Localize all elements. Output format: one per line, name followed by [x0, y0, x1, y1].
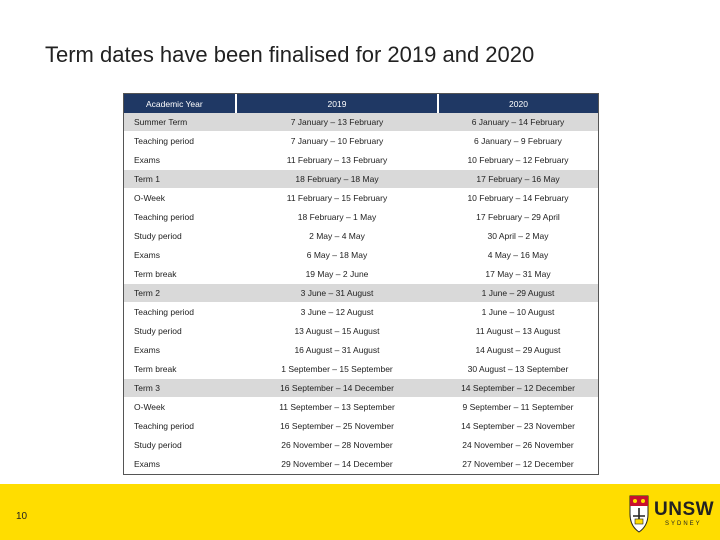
row-2020-dates: 14 September – 12 December: [438, 379, 598, 398]
row-label: Study period: [124, 436, 236, 455]
row-2020-dates: 17 February – 29 April: [438, 208, 598, 227]
row-label: Summer Term: [124, 113, 236, 132]
header-academic-year: Academic Year: [124, 94, 236, 113]
table-row: [124, 341, 598, 360]
row-2019-dates: 6 May – 18 May: [236, 246, 438, 265]
row-label: Study period: [124, 322, 236, 341]
row-label: Term break: [124, 360, 236, 379]
row-2019-dates: 1 September – 15 September: [236, 360, 438, 379]
row-2019-dates: 19 May – 2 June: [236, 265, 438, 284]
row-2020-dates: 24 November – 26 November: [438, 436, 598, 455]
row-2020-dates: 10 February – 12 February: [438, 151, 598, 170]
row-label: Study period: [124, 227, 236, 246]
table-row: [124, 227, 598, 246]
row-2019-dates: 3 June – 31 August: [236, 284, 438, 303]
row-label: Term 1: [124, 170, 236, 189]
row-2020-dates: 30 August – 13 September: [438, 360, 598, 379]
table-row: [124, 151, 598, 170]
footer-bar: [0, 484, 720, 540]
row-2020-dates: 9 September – 11 September: [438, 398, 598, 417]
row-label: Term 2: [124, 284, 236, 303]
table-row: [124, 436, 598, 455]
table-row: [124, 379, 598, 398]
row-2020-dates: 27 November – 12 December: [438, 455, 598, 474]
table-row: [124, 455, 598, 474]
table-row: [124, 208, 598, 227]
row-2019-dates: 11 September – 13 September: [236, 398, 438, 417]
row-label: Teaching period: [124, 208, 236, 227]
table-row: [124, 398, 598, 417]
page-number: 10: [16, 511, 28, 522]
row-2020-dates: 17 February – 16 May: [438, 170, 598, 189]
row-label: Teaching period: [124, 417, 236, 436]
row-label: Teaching period: [124, 132, 236, 151]
table-row: [124, 284, 598, 303]
row-2019-dates: 29 November – 14 December: [236, 455, 438, 474]
unsw-logo-subtext: SYDNEY: [665, 521, 702, 527]
table-row: [124, 360, 598, 379]
row-2019-dates: 16 September – 25 November: [236, 417, 438, 436]
row-2020-dates: 11 August – 13 August: [438, 322, 598, 341]
table-row: [124, 246, 598, 265]
row-2019-dates: 11 February – 13 February: [236, 151, 438, 170]
row-2020-dates: 1 June – 29 August: [438, 284, 598, 303]
row-label: Exams: [124, 455, 236, 474]
row-2019-dates: 7 January – 13 February: [236, 113, 438, 132]
row-2020-dates: 30 April – 2 May: [438, 227, 598, 246]
row-label: Exams: [124, 341, 236, 360]
row-2020-dates: 1 June – 10 August: [438, 303, 598, 322]
table-row: [124, 189, 598, 208]
row-2019-dates: 26 November – 28 November: [236, 436, 438, 455]
row-2019-dates: 13 August – 15 August: [236, 322, 438, 341]
row-2019-dates: 3 June – 12 August: [236, 303, 438, 322]
row-2020-dates: 6 January – 9 February: [438, 132, 598, 151]
table-row: [124, 170, 598, 189]
table-header-row: [124, 94, 598, 113]
header-2019: 2019: [236, 94, 438, 113]
row-label: O-Week: [124, 398, 236, 417]
row-2020-dates: 17 May – 31 May: [438, 265, 598, 284]
row-2020-dates: 6 January – 14 February: [438, 113, 598, 132]
unsw-logo-text: UNSW: [654, 499, 715, 520]
row-label: Term break: [124, 265, 236, 284]
table-row: [124, 113, 598, 132]
row-2020-dates: 4 May – 16 May: [438, 246, 598, 265]
row-2020-dates: 14 August – 29 August: [438, 341, 598, 360]
row-2020-dates: 14 September – 23 November: [438, 417, 598, 436]
row-2019-dates: 7 January – 10 February: [236, 132, 438, 151]
row-label: Teaching period: [124, 303, 236, 322]
table-row: [124, 132, 598, 151]
row-label: O-Week: [124, 189, 236, 208]
row-label: Term 3: [124, 379, 236, 398]
row-2019-dates: 16 August – 31 August: [236, 341, 438, 360]
page-title: Term dates have been finalised for 2019 and 2020: [45, 42, 535, 67]
table-row: [124, 303, 598, 322]
row-2019-dates: 18 February – 1 May: [236, 208, 438, 227]
row-2019-dates: 16 September – 14 December: [236, 379, 438, 398]
header-2020: 2020: [438, 94, 598, 113]
term-dates-table: [124, 94, 598, 474]
row-2019-dates: 11 February – 15 February: [236, 189, 438, 208]
row-2020-dates: 10 February – 14 February: [438, 189, 598, 208]
row-2019-dates: 18 February – 18 May: [236, 170, 438, 189]
row-2019-dates: 2 May – 4 May: [236, 227, 438, 246]
table-row: [124, 265, 598, 284]
table-row: [124, 417, 598, 436]
row-label: Exams: [124, 246, 236, 265]
table-row: [124, 322, 598, 341]
row-label: Exams: [124, 151, 236, 170]
